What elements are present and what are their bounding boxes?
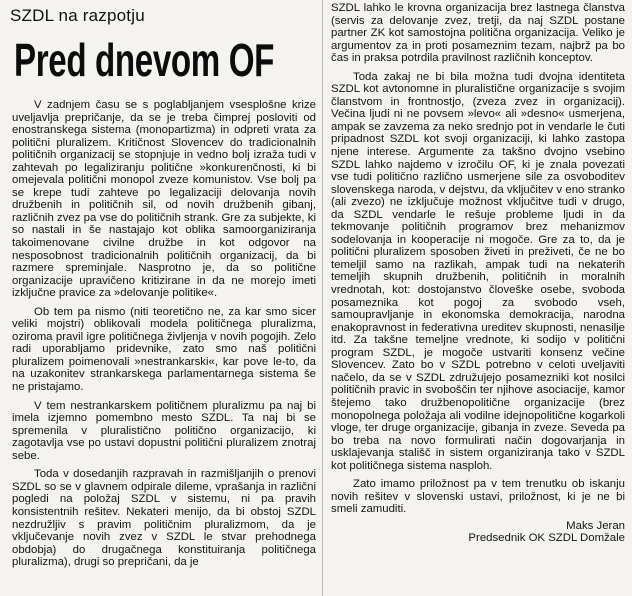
left-column — [12, 99, 316, 591]
author-title: Predsednik OK SZDL Domžale — [468, 532, 625, 545]
signature-block — [331, 520, 625, 545]
article-headline: Pred dnevom OF — [14, 34, 274, 86]
section-kicker: SZDL na razpotju — [10, 6, 145, 25]
paragraph: V zadnjem času se s poglabljanjem vsesplošne krize uveljavlja prepričanje, da se je treba čimprej posloviti od enostranskega sistema (monopartizma) in odpreti vrata za politični pluralizem. Kritičnost Slovencev do tradicionalnih političnih organizacij se stopnjuje in vedno bolj izraža tudi v zahtevah po legaliziranju politične »konkurenčnosti, ki bi omejevala politični monopol zveze komunistov. Vse bolj pa se krepe tudi zahteve po legalizaciji delovanja novih družbenih in političnih sil, od novih družbenih gibanj, različnih zvez pa vse do političnih strank. Gre za subjekte, ki so nastali in še nastajajo kot oblika samoorganiziranja takoimenovane civilne družbe in kot odgovor na nesposobnost tradicionalnih političnih organizacij, da bi razmere spreminjale. Nasprotno je, da so politične organizacije upravičeno kritizirane in da ne morejo imeti izključne pravice za »delovanje politike«. — [12, 99, 316, 300]
paragraph: SZDL lahko le krovna organizacija brez lastnega članstva (servis za delovanje zvez, tretji, da naj SZDL postane partner ZK kot samostojna politična organizacija. Veliko je argumentov za in proti posameznim tezam, najbrž pa bo čas in praksa potrdila pravilnost različnih konceptov. — [331, 2, 625, 65]
paragraph: Toda v dosedanjih razpravah in razmišljanjih o prenovi SZDL so se v glavnem odpirale dileme, vprašanja in različni pogledi na položaj SZDL v sistemu, ni pa pravih konsistentnih rešitev. Nekateri menijo, da bi obstoj SZDL nezdružljiv s pravim političnim pluralizmom, da je vključevanje novih zvez v SZDL le stvar prehodnega obdobja) do drugačnega konstituiranja političnega pluralizma), drugi so prepričani, da je — [12, 468, 316, 569]
paragraph: V tem nestrankarskem političnem pluralizmu pa naj bi imela izjemno pomembno mesto SZDL. Ta naj bi se spremenila v pluralistično politično organizacijo, ki zagotavlja vse po ustavi dopustni politični pluralizem znotraj sebe. — [12, 399, 316, 462]
column-divider — [322, 0, 323, 596]
paragraph: Toda zakaj ne bi bila možna tudi dvojna identiteta SZDL kot avtonomne in pluralistične organizacije s svojim članstvom in frontnostjo, (zveza zvez in organizacij). Večina ljudi ni ne povsem »levo« ali »desno« usmerjena, ampak se zavzema za neko srednjo pot in vendarle le čuti pripadnost SZDL kot svoji organizaciji, ki lahko zastopa njene interese. Argumente za takšno dvojno vsebino SZDL lahko najdemo v izročilu OF, ki je znala povezati vse tudi politično različno usmerjene sile za osvoboditev slovenskega naroda, v dejstvu, da vključitev v eno stranko (ali zvezo) ne izključuje možnost vključitve tudi v drugo, da SZDL vendarle le rešuje probleme ljudi in da tekmovanje političnih programov brez mehanizmov sodelovanja in kooperacije ni mogoče. Gre za to, da je politični pluralizem sposoben živeti in preživeti, če ne bo temeljil samo na razlikah, ampak tudi na nekaterih temeljih skupnih družbenih, političnih in moralnih vrednotah, kot: dostojanstvo človeške osebe, svoboda posameznika kot pogoj za svobodo vseh, samoupravljanje in ekonomska demokracija, narodna enakopravnost in federativna ureditev skupnosti, nenasilje itd. Za takšne temeljne vrednote, ki sodijo v politični program SZDL, je mogoče ustvariti konsenz večine Slovencev. Zato bo v SZDL potrebno v celoti uveljaviti načelo, da se v SZDL združujejo posamezniki kot nosilci političnih pravic in svoboščin ter njihove asociacije, kamor štejemo tako družbenopolitične organizacije (brez monopolnega položaja ali vodilne idejnopolitične kogarkoli vloge, ter druge organizacije, gibanja in zveze. Seveda pa bo treba na novo formulirati način dogovarjanja in usklajevanja stališč in sistem organiziranja tako v SZDL kot političnega sistema nasploh. — [331, 70, 625, 472]
author-name: Maks Jeran — [566, 519, 625, 532]
paragraph: Ob tem pa nismo (niti teoretično ne, za kar smo sicer veliki mojstri) oblikovali modela političnega pluralizma, oziroma pravil igre političnega življenja v novih pogojih. Zelo radi uporabljamo pridevnike, zato smo naš politični pluralizem poimenovali »nestrankarski«, kar pove le-to, da na uzakonitev strankarskega parlamentarnega sistema še ne pristajamo. — [12, 305, 316, 394]
right-column — [331, 2, 625, 592]
paragraph: Zato imamo priložnost pa v tem trenutku ob iskanju novih rešitev v slovenski ustavi, priložnost, ki je ne bi smeli zamuditi. — [331, 478, 625, 516]
